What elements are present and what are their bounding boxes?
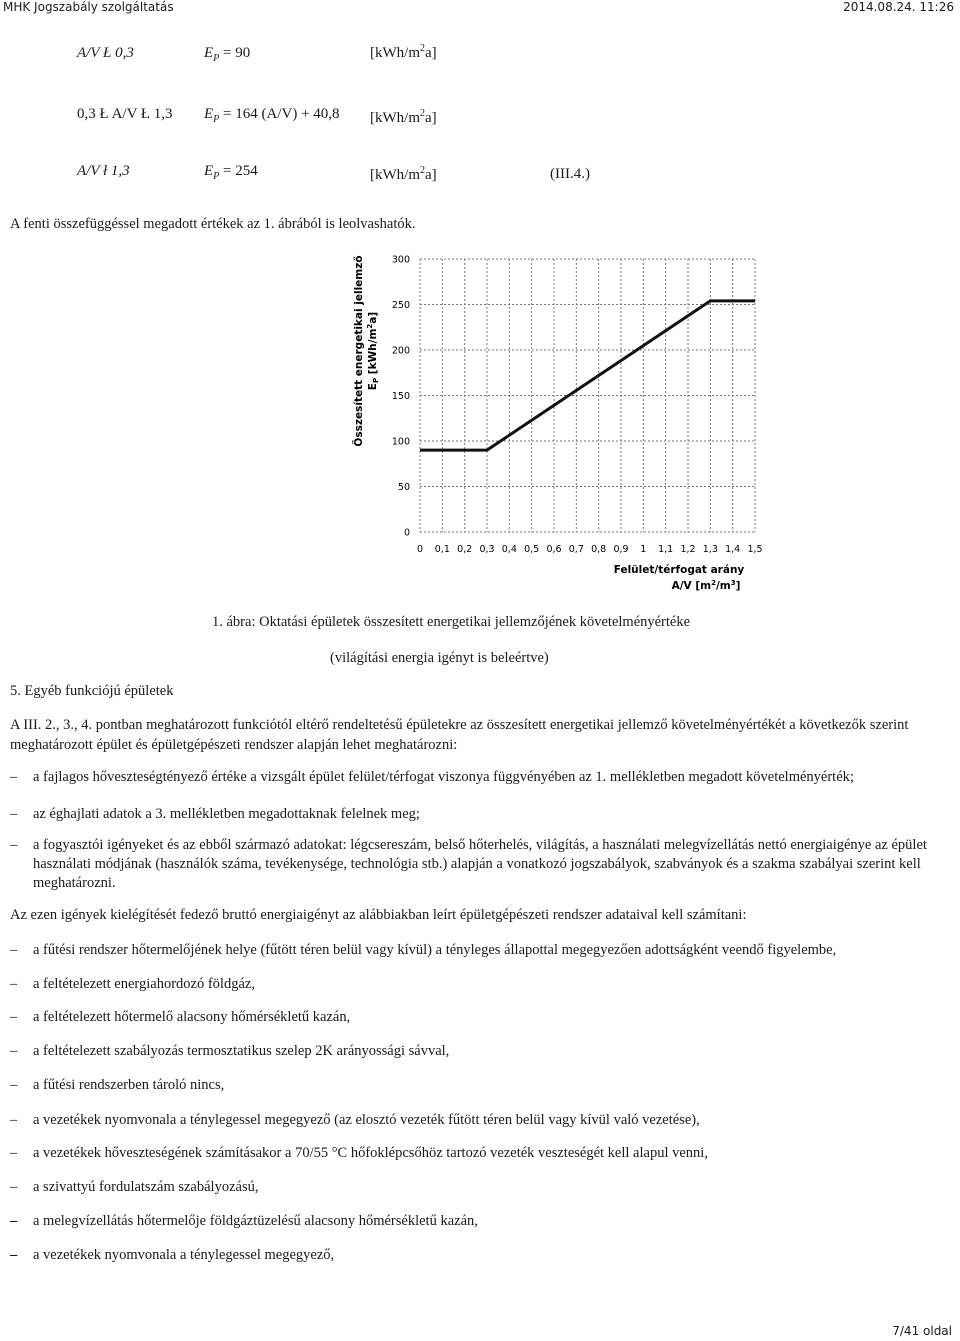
bullet-dash: –	[10, 1213, 18, 1229]
equation-formula: $E_P = 164$ (A/V) + 40,8	[204, 106, 340, 125]
bullet-dash: –	[10, 837, 18, 853]
bullet-dash: –	[10, 1179, 18, 1195]
x-tick-labels	[417, 544, 763, 555]
y-tick-label: 150	[391, 391, 410, 402]
x-tick-label: 1,3	[702, 544, 718, 555]
y-tick-label: 0	[403, 527, 410, 539]
equation-condition: A/V Ł 0,3	[77, 45, 134, 61]
x-tick-label: 0,5	[524, 544, 540, 555]
equation-unit: $[kWh/m^2a]$	[370, 43, 437, 61]
y-tick-label: 100	[391, 436, 410, 448]
list-item-text: a vezetékek hőveszteségének számításakor a 70/55 °C hőfoklépcsőhöz tartozó vezeték veszteségét kell alapul venni,	[33, 1145, 708, 1161]
list-item-text: a feltételezett szabályozás termosztatikus szelep 2K arányossági sávval,	[33, 1043, 450, 1059]
x-tick-label: 0,4	[501, 544, 517, 555]
x-tick-label: 0,6	[546, 544, 562, 555]
x-axis-label-line2: A/V $[m^2/m^3]$	[671, 579, 741, 592]
bullet-dash: –	[10, 1145, 18, 1161]
x-tick-label: 0,1	[434, 544, 450, 555]
y-axis-label-line1: Összesített energetikai jellemző	[353, 255, 365, 447]
y-axis-label-line2: EP $[kWh/m^2a]$	[366, 311, 380, 391]
figure-caption-line1: 1. ábra: Oktatási épületek összesített energetikai jellemzőjének követelményértéke	[212, 614, 691, 630]
bullet-dash: –	[10, 1009, 18, 1025]
y-tick-label: 200	[391, 345, 410, 357]
y-tick-labels	[392, 255, 410, 539]
equation-unit: $[kWh/m^2a]$	[370, 108, 437, 126]
list-item-text: a szivattyú fordulatszám szabályozású,	[33, 1179, 259, 1195]
y-tick-label: 300	[391, 254, 410, 266]
list-item-text: a fűtési rendszer hőtermelőjének helye (fűtött téren belül vagy kívül) a tényleges állapottal megegyezően adottságként veendő figyelembe,	[33, 942, 837, 958]
y-axis-label	[351, 255, 380, 446]
equation-formula: $E_P = 254$	[204, 163, 258, 182]
equation-condition: 0,3 Ł A/V Ł 1,3	[77, 106, 173, 122]
x-tick-label: 1,2	[680, 544, 696, 555]
x-tick-label: 0,3	[479, 544, 495, 555]
y-tick-label: 50	[397, 482, 410, 493]
list-item-text: a feltételezett hőtermelő alacsony hőmérsékletű kazán,	[33, 1009, 351, 1025]
bullet-dash: –	[10, 1247, 18, 1263]
x-tick-label: 1	[640, 544, 647, 555]
timestamp: 2014.08.24. 11:26	[843, 0, 954, 14]
x-tick-label: 0,2	[457, 544, 473, 555]
bullet-dash: –	[10, 1077, 18, 1093]
x-tick-label: 0	[416, 544, 424, 555]
service-name: MHK Jogszabály szolgáltatás	[3, 0, 174, 14]
x-tick-label: 0,7	[568, 544, 584, 555]
list-item-text: a vezetékek nyomvonala a ténylegessel megegyező,	[33, 1247, 335, 1263]
list-item-text: a feltételezett energiahordozó földgáz,	[33, 976, 255, 992]
x-tick-label: 1,5	[747, 544, 763, 555]
page-header	[0, 0, 960, 16]
equation-formula: $E_P = 90$	[204, 45, 251, 64]
list-item-text: a melegvízellátás hőtermelője földgáztüzelésű alacsony hőmérsékletű kazán,	[33, 1213, 478, 1229]
bullet-dash: –	[10, 1112, 18, 1128]
y-tick-label: 250	[391, 300, 410, 311]
requirement-chart	[340, 248, 770, 598]
series-line	[420, 301, 755, 450]
bullet-dash: –	[10, 942, 18, 958]
equation-reference: (III.4.)	[550, 166, 590, 182]
section-title: 5. Egyéb funkciójú épületek	[10, 683, 174, 699]
bullet-dash: –	[10, 806, 18, 822]
x-tick-label: 1,4	[725, 544, 741, 555]
intro-text: A fenti összefüggéssel megadott értékek az 1. ábrából is leolvashatók.	[10, 216, 416, 232]
bullet-dash: –	[10, 1043, 18, 1059]
list-item-text: a fajlagos hőveszteségtényező értéke a vizsgált épület felület/térfogat viszonya függvényében az 1. mellékletben megadott követelményérték;	[33, 769, 854, 785]
list-item-text: az éghajlati adatok a 3. mellékletben megadottaknak felelnek meg;	[33, 806, 420, 822]
page-footer: 7/41 oldal	[892, 1324, 952, 1338]
chart-grid	[420, 259, 755, 532]
equation-unit: $[kWh/m^2a]$	[370, 165, 437, 183]
figure-caption-line2: (világítási energia igényt is beleértve)	[330, 650, 549, 666]
x-tick-label: 1,1	[658, 544, 674, 555]
list-item-text: a vezetékek nyomvonala a ténylegessel megegyező (az elosztó vezeték fűtött téren belül vagy kívül való vezetése),	[33, 1112, 700, 1128]
bullet-dash: –	[10, 769, 18, 785]
paragraph-2: Az ezen igények kielégítését fedező bruttó energiaigényt az alábbiakban leírt épületgépészeti rendszer adataival kell számítani:	[10, 907, 747, 923]
equation-condition: A/V ł 1,3	[77, 163, 130, 179]
x-tick-label: 0,8	[591, 544, 607, 555]
x-tick-label: 0,9	[613, 544, 629, 555]
list-item-text: a fűtési rendszerben tároló nincs,	[33, 1077, 225, 1093]
list-item-text: a fogyasztói igényeket és az ebből származó adatokat: légcsereszám, belső hőterhelés, világítás, a használati melegvízellátás nettó energiaigénye az épület használati módjának (használók száma, tevékenysége, technológia stb.) alapján a vonatkozó jogszabályok, szabványok és a szakma szabályai szerint kell meghatározni.	[33, 837, 927, 891]
bullet-dash: –	[10, 976, 18, 992]
paragraph-1: A III. 2., 3., 4. pontban meghatározott funkciótól eltérő rendeltetésű épületekre az összesített energetikai jellemző követelményértékét a következők szerint meghatározott épület és épületgépészeti rendszer alapján lehet meghatározni:	[10, 717, 909, 753]
x-axis-label-line1: Felület/térfogat arány	[613, 564, 745, 576]
